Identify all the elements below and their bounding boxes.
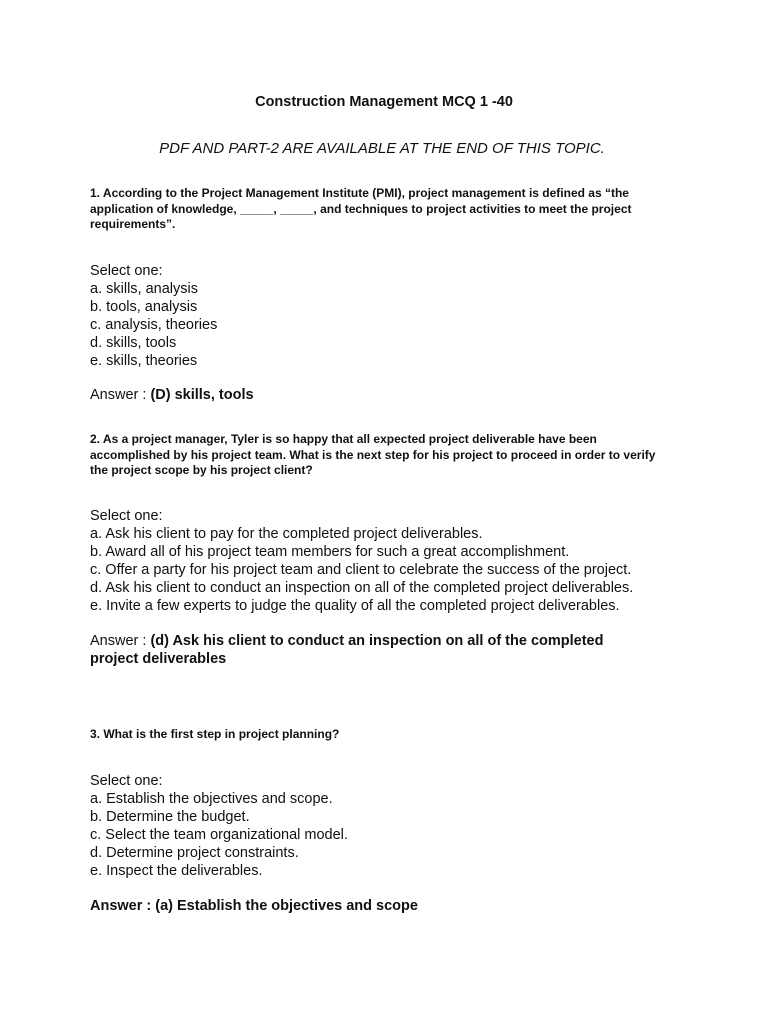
document-subtitle: PDF AND PART-2 ARE AVAILABLE AT THE END OF THIS TOPIC. xyxy=(159,140,605,157)
answer-value: (D) skills, tools xyxy=(150,387,254,403)
question-2-option-b: b. Award all of his project team members for such a great accomplishment. xyxy=(90,544,570,560)
question-3-option-b: b. Determine the budget. xyxy=(90,809,250,825)
question-1-answer xyxy=(90,386,650,404)
answer-prefix: Answer : xyxy=(90,898,156,914)
question-3-option-a: a. Establish the objectives and scope. xyxy=(90,791,333,807)
question-2-option-d: d. Ask his client to conduct an inspection on all of the completed project deliverables. xyxy=(90,580,634,596)
question-1-option-a: a. skills, analysis xyxy=(90,281,198,297)
question-3-text: 3. What is the first step in project planning? xyxy=(90,727,340,741)
answer-prefix: Answer : xyxy=(90,387,151,403)
answer-value: (a) Establish the objectives and scope xyxy=(155,898,418,914)
question-3-option-d: d. Determine project constraints. xyxy=(90,845,299,861)
question-1-option-e: e. skills, theories xyxy=(90,353,198,369)
document-title: Construction Management MCQ 1 -40 xyxy=(255,94,513,110)
question-2-option-a: a. Ask his client to pay for the completed project deliverables. xyxy=(90,526,483,542)
question-2-text: 2. As a project manager, Tyler is so happy that all expected project deliverable have been accomplished by his project team. What is the next step for his project to proceed in order to verify the project scope by his project client? xyxy=(90,432,656,477)
question-1-select-label: Select one: xyxy=(90,263,163,279)
question-2-option-e: e. Invite a few experts to judge the quality of all the completed project deliverables. xyxy=(90,598,620,614)
answer-prefix: Answer : xyxy=(90,633,151,649)
answer-value: (d) Ask his client to conduct an inspection on all of the completed project deliverables xyxy=(90,633,604,667)
question-1-text: 1. According to the Project Management Institute (PMI), project management is defined as “the application of knowledge, _____, _____, and techniques to project activities to meet the project requirements”. xyxy=(90,186,632,231)
question-3-select-label: Select one: xyxy=(90,773,163,789)
question-3-answer xyxy=(90,897,650,915)
question-3-option-c: c. Select the team organizational model. xyxy=(90,827,348,843)
question-1-option-d: d. skills, tools xyxy=(90,335,177,351)
question-1-option-c: c. analysis, theories xyxy=(90,317,218,333)
question-2-answer xyxy=(90,632,650,668)
question-2-option-c: c. Offer a party for his project team and client to celebrate the success of the project. xyxy=(90,562,632,578)
question-3-option-e: e. Inspect the deliverables. xyxy=(90,863,263,879)
question-2-select-label: Select one: xyxy=(90,508,163,524)
question-1-option-b: b. tools, analysis xyxy=(90,299,198,315)
